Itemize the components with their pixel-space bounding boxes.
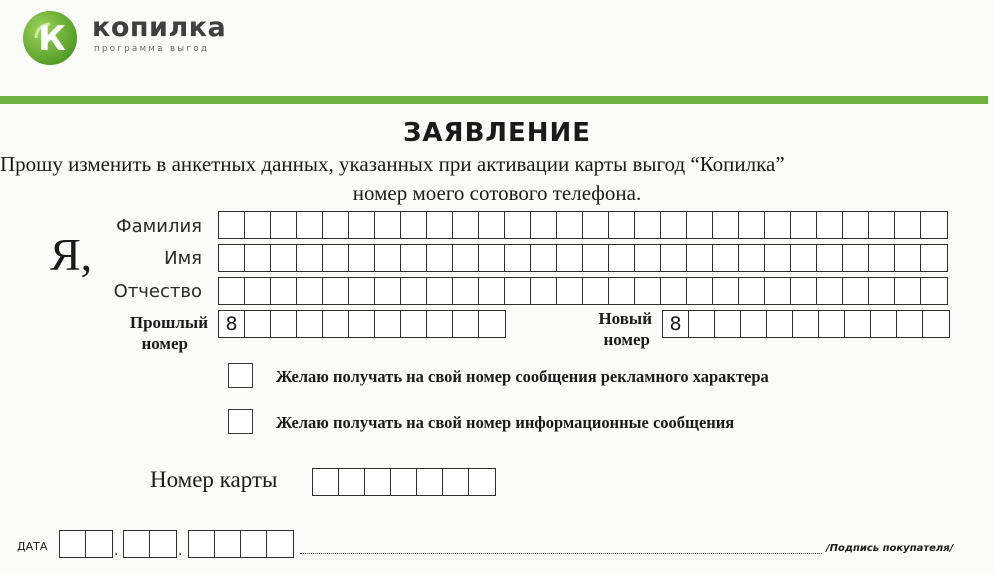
input-cell[interactable] — [869, 212, 895, 238]
input-cell[interactable] — [219, 245, 245, 271]
previous-number-field[interactable] — [218, 310, 506, 338]
date-label: ДАТА — [17, 540, 48, 553]
input-cell[interactable] — [339, 469, 365, 495]
input-cell[interactable] — [765, 278, 791, 304]
input-cell[interactable] — [241, 531, 267, 557]
input-cell[interactable] — [897, 311, 923, 337]
first-name-label: Имя — [164, 248, 202, 269]
input-cell[interactable] — [86, 531, 112, 557]
input-cell[interactable] — [661, 245, 687, 271]
input-cell[interactable] — [767, 311, 793, 337]
input-cell[interactable] — [469, 469, 495, 495]
surname-label: Фамилия — [116, 216, 202, 237]
input-cell[interactable] — [479, 245, 505, 271]
consent-ads-label: Желаю получать на свой номер сообщения рекламного характера — [276, 367, 769, 386]
consent-ads-checkbox[interactable] — [228, 363, 253, 388]
input-cell[interactable] — [189, 531, 215, 557]
input-cell[interactable] — [557, 278, 583, 304]
input-cell[interactable] — [739, 245, 765, 271]
patronymic-field[interactable] — [218, 277, 948, 305]
input-cell[interactable] — [375, 278, 401, 304]
form-title: ЗАЯВЛЕНИЕ — [402, 118, 592, 148]
input-cell[interactable] — [869, 278, 895, 304]
input-cell[interactable] — [845, 311, 871, 337]
input-cell[interactable] — [505, 245, 531, 271]
input-cell[interactable] — [687, 278, 713, 304]
date-year-field[interactable] — [188, 530, 294, 558]
request-text-line-1: Прошу изменить в анкетных данных, указанных при активации карты выгод “Копилка” — [0, 152, 785, 176]
ya-label: Я, — [50, 229, 93, 280]
input-cell[interactable] — [505, 278, 531, 304]
input-cell[interactable] — [843, 245, 869, 271]
input-cell[interactable] — [349, 212, 375, 238]
input-cell[interactable] — [921, 278, 947, 304]
input-cell[interactable] — [219, 278, 245, 304]
input-cell[interactable] — [531, 278, 557, 304]
input-cell[interactable] — [557, 212, 583, 238]
input-cell[interactable] — [843, 278, 869, 304]
input-cell[interactable] — [817, 278, 843, 304]
input-cell[interactable] — [401, 278, 427, 304]
input-cell[interactable] — [713, 212, 739, 238]
input-cell[interactable] — [427, 311, 453, 337]
input-cell[interactable] — [793, 311, 819, 337]
input-cell[interactable] — [739, 212, 765, 238]
input-cell[interactable] — [609, 212, 635, 238]
input-cell[interactable] — [635, 278, 661, 304]
input-cell[interactable] — [843, 212, 869, 238]
input-cell[interactable] — [923, 311, 949, 337]
consent-info-checkbox[interactable] — [228, 409, 253, 434]
input-cell[interactable] — [739, 278, 765, 304]
input-cell[interactable] — [215, 531, 241, 557]
input-cell[interactable] — [817, 212, 843, 238]
input-cell[interactable] — [323, 212, 349, 238]
input-cell[interactable] — [583, 278, 609, 304]
logo-letter: К — [38, 19, 66, 59]
input-cell[interactable] — [267, 531, 293, 557]
input-cell[interactable] — [427, 278, 453, 304]
input-cell[interactable] — [869, 245, 895, 271]
input-cell[interactable] — [687, 212, 713, 238]
input-cell[interactable] — [505, 212, 531, 238]
input-cell[interactable] — [453, 278, 479, 304]
input-cell[interactable] — [297, 212, 323, 238]
input-cell[interactable] — [124, 531, 150, 557]
header-divider — [0, 96, 988, 104]
input-cell[interactable] — [609, 245, 635, 271]
input-cell[interactable] — [60, 531, 86, 557]
new-number-label-line-2: номер — [603, 330, 650, 349]
input-cell[interactable] — [391, 469, 417, 495]
previous-number-label — [96, 312, 208, 354]
input-cell[interactable] — [245, 212, 271, 238]
input-cell[interactable] — [765, 245, 791, 271]
previous-number-label-line-1: Прошлый — [129, 313, 208, 332]
input-cell[interactable] — [765, 212, 791, 238]
input-cell[interactable] — [401, 245, 427, 271]
previous-number-label-line-2: номер — [141, 334, 188, 353]
input-cell[interactable] — [453, 212, 479, 238]
input-cell[interactable] — [427, 245, 453, 271]
input-cell[interactable]: 8 — [663, 311, 689, 337]
input-cell[interactable] — [479, 311, 505, 337]
date-separator-1: . — [114, 543, 119, 559]
input-cell[interactable] — [245, 245, 271, 271]
input-cell[interactable] — [713, 278, 739, 304]
input-cell[interactable] — [921, 245, 947, 271]
input-cell[interactable] — [453, 311, 479, 337]
input-cell[interactable] — [297, 278, 323, 304]
input-cell[interactable] — [531, 212, 557, 238]
input-cell[interactable] — [271, 278, 297, 304]
input-cell[interactable] — [583, 212, 609, 238]
input-cell[interactable] — [313, 469, 339, 495]
input-cell[interactable] — [687, 245, 713, 271]
input-cell[interactable] — [349, 278, 375, 304]
new-number-field[interactable] — [662, 310, 950, 338]
signature-line[interactable] — [300, 553, 822, 554]
input-cell[interactable] — [297, 245, 323, 271]
input-cell[interactable] — [895, 278, 921, 304]
input-cell[interactable] — [895, 212, 921, 238]
input-cell[interactable] — [365, 469, 391, 495]
request-text-line-2: номер моего сотового телефона. — [352, 181, 642, 205]
input-cell[interactable] — [349, 311, 375, 337]
input-cell[interactable] — [271, 212, 297, 238]
input-cell[interactable] — [689, 311, 715, 337]
input-cell[interactable] — [375, 311, 401, 337]
input-cell[interactable] — [323, 278, 349, 304]
input-cell[interactable] — [401, 212, 427, 238]
input-cell[interactable] — [479, 278, 505, 304]
input-cell[interactable] — [895, 245, 921, 271]
input-cell[interactable] — [635, 212, 661, 238]
input-cell[interactable] — [817, 245, 843, 271]
input-cell[interactable] — [245, 278, 271, 304]
card-number-label: Номер карты — [150, 467, 278, 492]
input-cell[interactable] — [791, 245, 817, 271]
card-number-field[interactable] — [312, 468, 496, 496]
new-number-label-line-1: Новый — [598, 309, 652, 328]
input-cell[interactable] — [427, 212, 453, 238]
patronymic-label: Отчество — [113, 281, 202, 302]
input-cell[interactable] — [271, 311, 297, 337]
input-cell[interactable] — [557, 245, 583, 271]
first-name-field[interactable] — [218, 244, 948, 272]
kopilka-logo-icon — [22, 10, 78, 66]
input-cell[interactable] — [271, 245, 297, 271]
input-cell[interactable] — [609, 278, 635, 304]
date-month-field[interactable] — [123, 530, 177, 558]
signature-label: /Подпись покупателя/ — [826, 543, 954, 554]
input-cell[interactable] — [297, 311, 323, 337]
input-cell[interactable] — [479, 212, 505, 238]
date-separator-2: . — [178, 543, 183, 559]
new-number-label — [540, 308, 652, 350]
brand-tagline: программа выгод — [94, 44, 210, 54]
input-cell[interactable] — [219, 212, 245, 238]
input-cell[interactable] — [871, 311, 897, 337]
input-cell[interactable] — [417, 469, 443, 495]
brand-name: копилка — [92, 12, 227, 43]
input-cell[interactable] — [741, 311, 767, 337]
input-cell[interactable] — [713, 245, 739, 271]
input-cell[interactable] — [375, 212, 401, 238]
input-cell[interactable] — [453, 245, 479, 271]
input-cell[interactable] — [531, 245, 557, 271]
input-cell[interactable] — [661, 212, 687, 238]
input-cell[interactable] — [443, 469, 469, 495]
input-cell[interactable] — [921, 212, 947, 238]
input-cell[interactable] — [715, 311, 741, 337]
surname-field[interactable] — [218, 211, 948, 239]
input-cell[interactable] — [245, 311, 271, 337]
input-cell[interactable] — [349, 245, 375, 271]
input-cell[interactable] — [323, 245, 349, 271]
input-cell[interactable] — [635, 245, 661, 271]
input-cell[interactable] — [791, 278, 817, 304]
input-cell[interactable] — [401, 311, 427, 337]
input-cell[interactable] — [583, 245, 609, 271]
input-cell[interactable] — [791, 212, 817, 238]
input-cell[interactable] — [150, 531, 176, 557]
input-cell[interactable] — [375, 245, 401, 271]
input-cell[interactable] — [661, 278, 687, 304]
input-cell[interactable]: 8 — [219, 311, 245, 337]
input-cell[interactable] — [323, 311, 349, 337]
consent-info-label: Желаю получать на свой номер информационные сообщения — [276, 413, 735, 432]
input-cell[interactable] — [819, 311, 845, 337]
date-day-field[interactable] — [59, 530, 113, 558]
